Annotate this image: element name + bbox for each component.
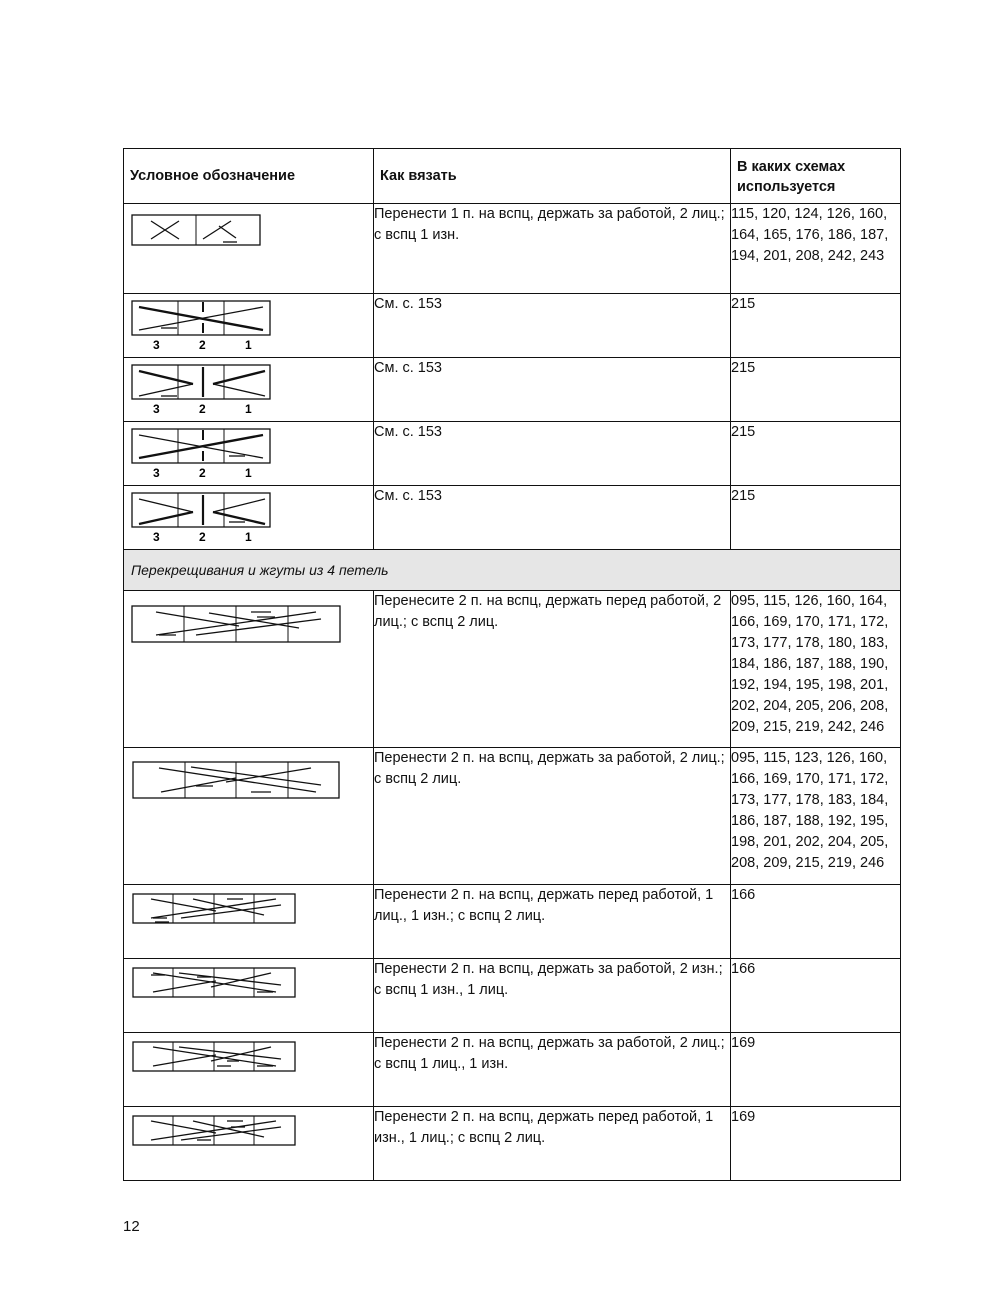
header-how: Как вязать <box>374 149 731 204</box>
table-row <box>124 748 901 885</box>
charts-list: 095, 115, 126, 160, 164, 166, 169, 170, 171, 172, 173, 177, 178, 180, 183, 184, 186, 187, 188, 190, 192, 194, 195, 198, 201, 202, 204, 205, 206, 208, 209, 215, 219, 242, 246 <box>731 591 901 748</box>
cross-3st-numbered-c-symbol <box>131 422 281 482</box>
how-to-knit: Перенести 2 п. на вспц, держать перед работой, 1 лиц., 1 изн.; с вспц 2 лиц. <box>374 885 731 959</box>
cross-3st-1-symbol <box>131 204 266 246</box>
cross-4st-front-mixed-symbol <box>131 1107 306 1149</box>
table-row <box>124 204 901 294</box>
section-title: Перекрещивания и жгуты из 4 петель <box>124 550 901 591</box>
cross-3st-numbered-d-symbol <box>131 486 281 546</box>
header-symbol: Условное обозначение <box>124 149 374 204</box>
table-row <box>124 959 901 1033</box>
charts-list: 115, 120, 124, 126, 160, 164, 165, 176, 186, 187, 194, 201, 208, 242, 243 <box>731 204 901 294</box>
symbol-cell <box>124 591 374 748</box>
stitch-number: 3 <box>153 402 160 416</box>
charts-list: 169 <box>731 1033 901 1107</box>
charts-list: 215 <box>731 358 901 422</box>
cable-4st-front-symbol <box>131 591 346 643</box>
symbol-cell <box>124 959 374 1033</box>
charts-list: 169 <box>731 1107 901 1181</box>
table-row <box>124 422 901 486</box>
cross-3st-numbered-b-symbol <box>131 358 281 418</box>
symbol-legend-table <box>123 148 901 1181</box>
charts-list: 166 <box>731 959 901 1033</box>
table-row <box>124 591 901 748</box>
section-header-row <box>124 550 901 591</box>
stitch-number: 1 <box>245 338 252 352</box>
symbol-cell <box>124 486 374 550</box>
table-row <box>124 486 901 550</box>
cross-4st-back-mixed-symbol <box>131 1033 306 1075</box>
charts-list: 166 <box>731 885 901 959</box>
how-to-knit: Перенести 1 п. на вспц, держать за работой, 2 лиц.; с вспц 1 изн. <box>374 204 731 294</box>
stitch-number: 2 <box>199 402 206 416</box>
how-to-knit: См. с. 153 <box>374 486 731 550</box>
stitch-number: 1 <box>245 466 252 480</box>
how-to-knit: Перенести 2 п. на вспц, держать за работой, 2 изн.; с вспц 1 изн., 1 лиц. <box>374 959 731 1033</box>
symbol-cell <box>124 204 374 294</box>
stitch-number: 2 <box>199 466 206 480</box>
stitch-number: 1 <box>245 402 252 416</box>
stitch-number: 3 <box>153 466 160 480</box>
symbol-cell <box>124 1107 374 1181</box>
stitch-number: 3 <box>153 338 160 352</box>
cross-4st-front-purl-symbol <box>131 885 306 927</box>
table-row <box>124 1033 901 1107</box>
how-to-knit: См. с. 153 <box>374 358 731 422</box>
how-to-knit: Перенести 2 п. на вспц, держать за работой, 2 лиц.; с вспц 2 лиц. <box>374 748 731 885</box>
charts-list: 215 <box>731 422 901 486</box>
cross-3st-numbered-a-symbol <box>131 294 281 354</box>
header-charts: В каких схемах используется <box>731 149 901 204</box>
table-header-row <box>124 149 901 204</box>
charts-list: 095, 115, 123, 126, 160, 166, 169, 170, 171, 172, 173, 177, 178, 183, 184, 186, 187, 188, 192, 195, 198, 201, 202, 204, 205, 208, 209, 215, 219, 246 <box>731 748 901 885</box>
how-to-knit: Перенести 2 п. на вспц, держать за работой, 2 лиц.; с вспц 1 лиц., 1 изн. <box>374 1033 731 1107</box>
how-to-knit: См. с. 153 <box>374 294 731 358</box>
symbol-cell <box>124 422 374 486</box>
table-row <box>124 294 901 358</box>
table-row <box>124 885 901 959</box>
stitch-number: 2 <box>199 338 206 352</box>
symbol-cell <box>124 748 374 885</box>
page-number: 12 <box>123 1218 140 1235</box>
charts-list: 215 <box>731 486 901 550</box>
how-to-knit: Перенесите 2 п. на вспц, держать перед работой, 2 лиц.; с вспц 2 лиц. <box>374 591 731 748</box>
cable-4st-back-symbol <box>131 748 346 800</box>
stitch-number: 1 <box>245 530 252 544</box>
symbol-cell <box>124 885 374 959</box>
stitch-number: 3 <box>153 530 160 544</box>
stitch-number: 2 <box>199 530 206 544</box>
symbol-cell <box>124 358 374 422</box>
charts-list: 215 <box>731 294 901 358</box>
symbol-cell <box>124 1033 374 1107</box>
table-row <box>124 358 901 422</box>
how-to-knit: Перенести 2 п. на вспц, держать перед работой, 1 изн., 1 лиц.; с вспц 2 лиц. <box>374 1107 731 1181</box>
symbol-cell <box>124 294 374 358</box>
table-row <box>124 1107 901 1181</box>
how-to-knit: См. с. 153 <box>374 422 731 486</box>
cross-4st-back-purl-symbol <box>131 959 306 1001</box>
